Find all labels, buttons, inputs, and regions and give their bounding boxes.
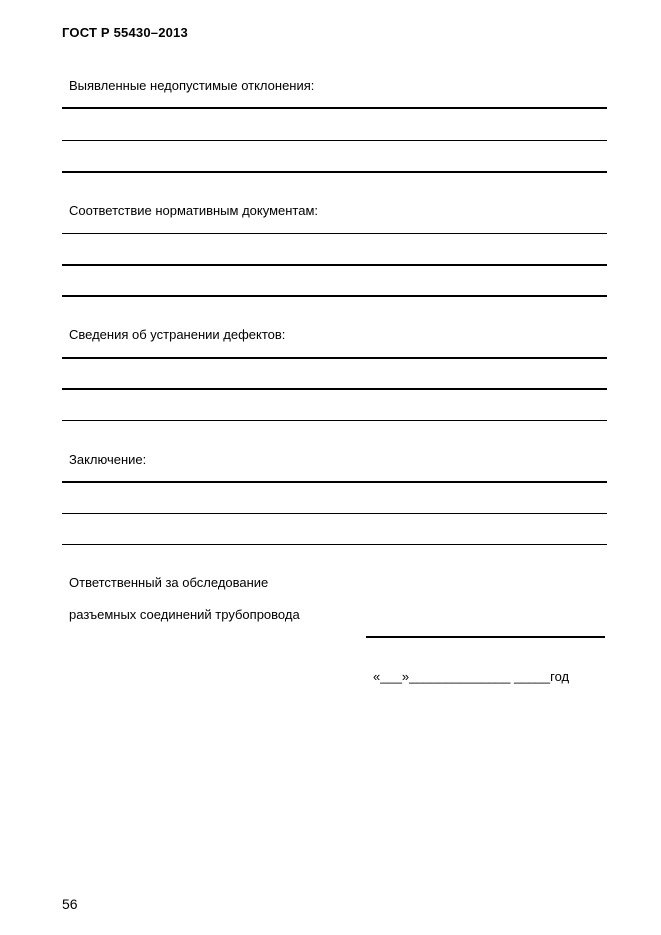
standard-code: ГОСТ Р 55430–2013 [62, 25, 188, 40]
fill-line [62, 171, 607, 173]
section-label-defect-elimination: Сведения об устранении дефектов: [69, 327, 286, 342]
fill-line [62, 295, 607, 297]
fill-line [62, 513, 607, 514]
fill-line [62, 481, 607, 483]
fill-line [62, 357, 607, 359]
fill-line [62, 388, 607, 390]
section-label-conclusion: Заключение: [69, 452, 147, 467]
section-label-deviations: Выявленные недопустимые отклонения: [69, 78, 315, 93]
fill-line [62, 264, 607, 266]
section-label-compliance: Соответствие нормативным документам: [69, 203, 318, 218]
fill-line [62, 140, 607, 141]
date-field: «___»______________ _____год [373, 669, 570, 684]
fill-line [62, 420, 607, 421]
fill-line [62, 107, 607, 109]
page-number: 56 [62, 896, 78, 912]
responsible-person-label: Ответственный за обследование [69, 575, 269, 590]
fill-line [62, 544, 607, 545]
signature-line [366, 636, 605, 638]
fill-line [62, 233, 607, 234]
responsible-person-label-continued: разъемных соединений трубопровода [69, 607, 300, 622]
